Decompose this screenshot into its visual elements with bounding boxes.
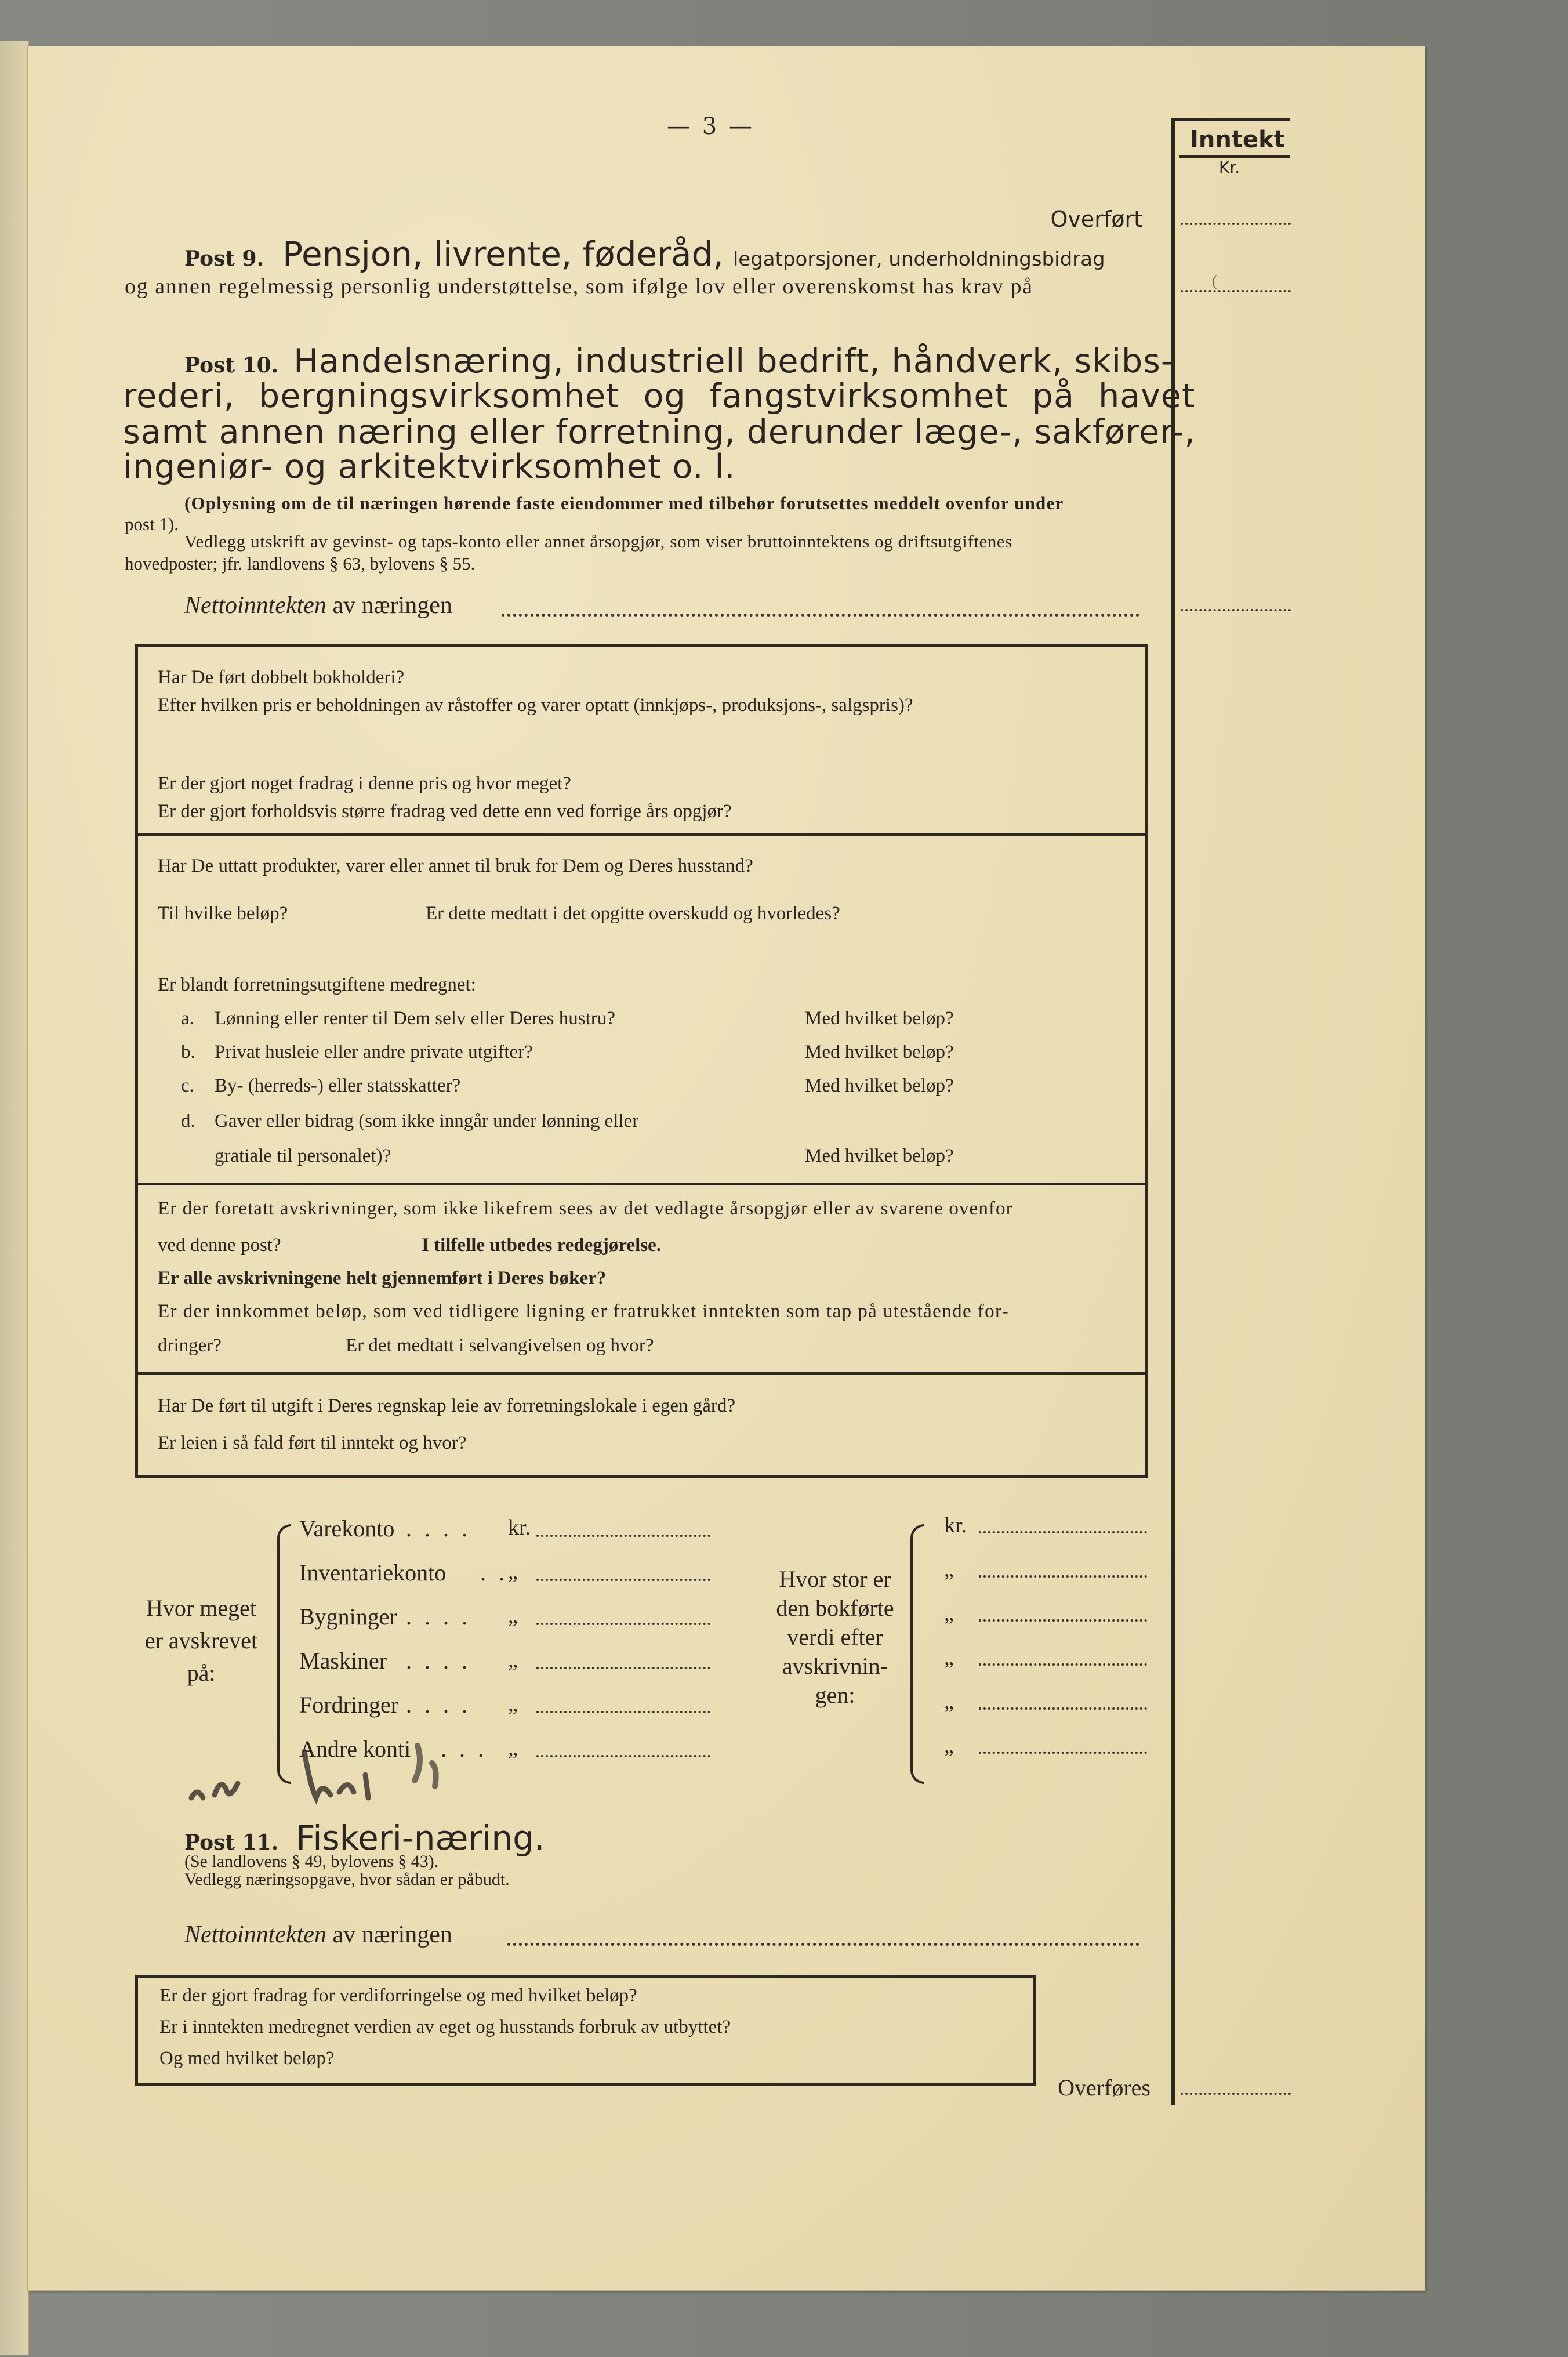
question-price-deduction: Er der gjort noget fradrag i denne pris og hvor meget? (158, 773, 571, 794)
post10-leader-dots (502, 614, 1139, 617)
account-leader-dots: . . . . (406, 1648, 471, 1674)
post9-label: Post 9. (184, 246, 264, 271)
post10-note1-line2: post 1). (125, 514, 179, 534)
right-label-line4: avskrivnin- (782, 1653, 888, 1679)
account-name: Fordringer (299, 1692, 399, 1718)
post11-question-devaluation: Er der gjort fradrag for verdiforringelse og med hvilket beløp? (159, 1985, 637, 2006)
account-leader-dots: . . . (441, 1736, 487, 1762)
question-double-bookkeeping: Har De ført dobbelt bokholderi? (158, 667, 405, 688)
question-larger-deduction: Er der gjort forholdsvis større fradrag ved dette enn ved forrige års opgjør? (158, 801, 732, 822)
book-value-field[interactable] (979, 1619, 1147, 1622)
account-depreciation-field[interactable] (536, 1711, 710, 1713)
post11-net-income-label (184, 1921, 452, 1949)
book-value-field[interactable] (979, 1752, 1147, 1754)
question-withdrawn-products: Har De uttatt produkter, varer eller annet til bruk for Dem og Deres husstand? (158, 855, 753, 876)
post9-heading (184, 234, 1105, 274)
post10-net-income-italic: Nettoinntekten (184, 592, 326, 619)
question-inventory-price: Efter hvilken pris er beholdningen av råstoffer og varer optatt (innkjøps-, produksjons-, salgspris)? (158, 695, 913, 716)
item-b-letter: b. (181, 1042, 195, 1063)
item-c-text: By- (herreds-) eller statsskatter? (215, 1075, 461, 1096)
post11-note1: (Se landlovens § 49, bylovens § 43). (184, 1852, 439, 1871)
post9-title: Pensjon, livrente, føderåd, (282, 234, 724, 274)
question-depreciation: Er der foretatt avskrivninger, som ikke likefrem sees av det vedlagte årsopgjør eller av svarene ovenfor (158, 1198, 1013, 1219)
book-value-unit: „ (944, 1645, 954, 1670)
book-value-unit: „ (944, 1689, 954, 1714)
depreciation-right-label (768, 1565, 902, 1710)
previous-page-edge (0, 41, 29, 2355)
post11-net-income-rest: av næringen (332, 1921, 452, 1948)
post11-label: Post 11. (184, 1830, 279, 1855)
item-c-amount: Med hvilket beløp? (805, 1075, 954, 1096)
carried-forward-label: Overført (1050, 206, 1142, 232)
account-unit: „ (508, 1648, 518, 1672)
post10-title-line2: rederi, bergningsvirksomhet og fangstvirksomhet på havet (123, 377, 1196, 415)
post10-title-line1: Handelsnæring, industriell bedrift, håndverk, skibs- (293, 342, 1174, 380)
handwritten-scribble-icon (174, 1740, 476, 1815)
post11-question-own-consumption: Er i inntekten medregnet verdien av eget og husstands forbruk av utbyttet? (159, 2017, 731, 2037)
item-b-amount: Med hvilket beløp? (805, 1042, 954, 1063)
income-column-header: Inntekt (1190, 126, 1285, 153)
item-d-text: Gaver eller bidrag (som ikke inngår under lønning eller (215, 1111, 639, 1132)
right-label-line5: gen: (815, 1682, 855, 1708)
box-divider-2 (135, 1183, 1148, 1185)
carried-forward-amount-field[interactable] (1181, 223, 1291, 225)
post10-note2-line2: hovedposter; jfr. landlovens § 63, bylovens § 55. (125, 553, 476, 574)
question-which-amounts: Til hvilke beløp? (158, 903, 288, 924)
question-depreciation-books: Er alle avskrivningene helt gjennemført i Deres bøker? (158, 1268, 607, 1289)
post11-net-income-italic: Nettoinntekten (184, 1921, 326, 1948)
item-c-letter: c. (181, 1075, 194, 1096)
question-included-surplus: Er dette medtatt i det opgitte overskudd og hvorledes? (426, 903, 840, 924)
right-label-line1: Hvor stor er (779, 1566, 891, 1592)
box-divider-3 (135, 1372, 1148, 1375)
question-rent-income: Er leien i så fald ført til inntekt og hvor? (158, 1433, 467, 1453)
question-depreciation-post: ved denne post? (158, 1235, 281, 1256)
box-divider-1 (135, 833, 1148, 836)
left-label-line3: på: (187, 1660, 216, 1686)
account-unit: „ (508, 1736, 518, 1760)
post11-note2: Vedlegg næringsopgave, hvor sådan er påbudt. (184, 1870, 510, 1889)
account-depreciation-field[interactable] (536, 1623, 710, 1625)
post9-title-rest: legatporsjoner, underholdningsbidrag (732, 248, 1105, 271)
book-value-field[interactable] (979, 1707, 1147, 1710)
post10-label: Post 10. (184, 353, 279, 378)
account-name: Andre konti (299, 1736, 411, 1762)
book-value-unit: „ (944, 1557, 954, 1582)
right-label-line2: den bokførte (776, 1595, 894, 1621)
item-d-amount: Med hvilket beløp? (805, 1145, 954, 1166)
account-leader-dots: . . . . (406, 1604, 471, 1630)
question-explanation-requested: I tilfelle utbedes redegjørelse. (422, 1235, 662, 1256)
post11-title: Fiskeri-næring. (296, 1818, 545, 1858)
account-depreciation-field[interactable] (536, 1535, 710, 1537)
item-a-amount: Med hvilket beløp? (805, 1008, 954, 1029)
post10-net-income-rest: av næringen (332, 592, 452, 619)
carry-over-label: Overføres (1058, 2075, 1150, 2101)
left-label-line1: Hvor meget (146, 1595, 256, 1621)
question-rent-own-building: Har De ført til utgift i Deres regnskap leie av forretningslokale i egen gård? (158, 1395, 736, 1416)
depreciation-left-label (129, 1592, 274, 1689)
item-d-letter: d. (181, 1111, 195, 1132)
account-unit: kr. (508, 1515, 531, 1540)
account-depreciation-field[interactable] (536, 1667, 710, 1669)
book-value-unit: „ (944, 1601, 954, 1626)
account-leader-dots: . . . . (406, 1515, 471, 1542)
book-value-unit: kr. (944, 1513, 967, 1538)
book-value-field[interactable] (979, 1663, 1147, 1666)
right-label-line3: verdi efter (787, 1624, 883, 1650)
item-b-text: Privat husleie eller andre private utgifter? (215, 1042, 533, 1063)
question-business-expenses: Er blandt forretningsutgiftene medregnet: (158, 974, 476, 995)
question-recovered-amounts: Er der innkommet beløp, som ved tidligere ligning er fratrukket inntekten som tap på utestående for- (158, 1301, 1010, 1322)
question-included-return: Er det medtatt i selvangivelsen og hvor? (346, 1335, 654, 1356)
item-a-letter: a. (181, 1008, 194, 1029)
post10-net-income-label (184, 592, 452, 619)
post10-title-line3: samt annen næring eller forretning, derunder læge-, sakfører-, (123, 413, 1196, 451)
income-unit: Kr. (1219, 158, 1240, 177)
right-brace (910, 1524, 924, 1784)
book-value-unit: „ (944, 1734, 954, 1758)
left-label-line2: er avskrevet (144, 1627, 258, 1653)
post11-leader-dots (507, 1943, 1139, 1946)
account-unit: „ (508, 1692, 518, 1716)
account-name: Bygninger (299, 1604, 397, 1630)
post9-line2: og annen regelmessig personlig understøttelse, som ifølge lov eller overenskomst has krav på (125, 274, 1033, 299)
post9-amount-field[interactable] (1181, 290, 1291, 292)
page-number: — 3 — (667, 113, 754, 140)
question-recovered-claims: dringer? (158, 1335, 222, 1356)
account-depreciation-field[interactable] (536, 1755, 710, 1757)
account-depreciation-field[interactable] (536, 1579, 710, 1581)
post10-heading (184, 342, 1173, 380)
post10-note2-line1: Vedlegg utskrift av gevinst- og taps-konto eller annet årsopgjør, som viser bruttoinntektens og driftsutgiftenes (184, 531, 1012, 552)
account-unit: „ (508, 1560, 518, 1584)
account-leader-dots: . . . . (406, 1692, 471, 1718)
pencil-mark-icon: ( (1212, 273, 1217, 289)
item-a-text: Lønning eller renter til Dem selv eller Deres hustru? (215, 1008, 615, 1029)
account-name: Varekonto (299, 1515, 395, 1542)
post11-question-amount: Og med hvilket beløp? (159, 2048, 335, 2069)
account-unit: „ (508, 1604, 518, 1628)
post10-net-income-amount-field[interactable] (1181, 609, 1291, 611)
account-name: Maskiner (299, 1648, 387, 1674)
post10-title-line4: ingeniør- og arkitektvirksomhet o. l. (123, 448, 736, 486)
carry-over-amount-field[interactable] (1181, 2093, 1291, 2095)
post10-note1-line1: (Oplysning om de til næringen hørende faste eiendommer med tilbehør forutsettes meddelt ovenfor under (184, 493, 1064, 513)
income-column-top-rule (1171, 118, 1290, 121)
item-d-text2: gratiale til personalet)? (215, 1145, 391, 1166)
book-value-field[interactable] (979, 1575, 1147, 1578)
account-name: Inventariekonto (299, 1560, 447, 1586)
account-leader-dots: . . (480, 1560, 508, 1586)
book-value-field[interactable] (979, 1531, 1147, 1533)
